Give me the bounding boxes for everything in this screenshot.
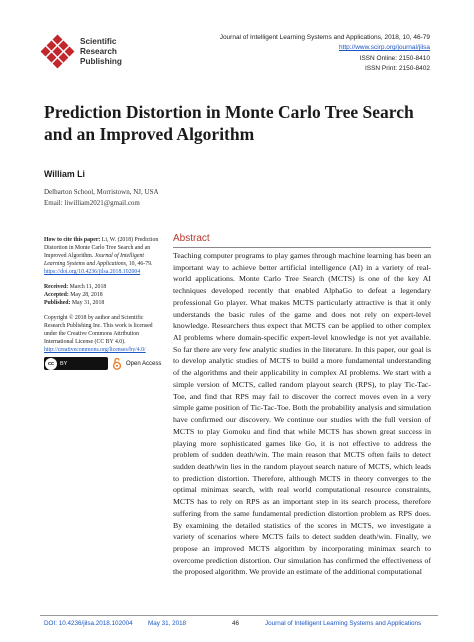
received-label: Received: — [44, 284, 69, 290]
cite-journal: Journal of Intelligent Learning Systems and Applications — [44, 253, 144, 267]
copyright-text: Copyright © 2018 by author and Scientific Research Publishing Inc. This work is licensed under the Creative Commons Attribution International License (CC BY 4.0). — [44, 315, 153, 345]
publisher-logo — [40, 34, 180, 74]
journal-citation: Journal of Intelligent Learning Systems and Applications, 2018, 10, 46-79 — [219, 34, 430, 41]
abstract-divider — [173, 247, 431, 248]
open-access-lock-icon — [112, 357, 122, 370]
issn-print: ISSN Print: 2150-8402 — [364, 65, 430, 73]
page-number: 46 — [232, 620, 240, 627]
cc-by-badge[interactable] — [44, 357, 108, 370]
journal-url-link[interactable]: http://www.scirp.org/journal/jilsa — [338, 44, 430, 52]
cc-by-label: BY — [60, 360, 68, 367]
author-affiliation — [44, 187, 159, 209]
copyright-notice — [44, 314, 162, 370]
affiliation-text: Delbarton School, Morristown, NJ, USA — [44, 188, 159, 196]
issn-online: ISSN Online: 2150-8410 — [359, 54, 430, 62]
author-email: Email: liwilliam2021@gmail.com — [44, 199, 140, 207]
received-date: March 11, 2018 — [68, 284, 107, 290]
published-label: Published: — [44, 300, 71, 306]
cc-icon: cc — [45, 358, 57, 370]
scirp-logo-icon — [40, 34, 76, 70]
article-info-sidebar — [44, 236, 162, 377]
published-date: May 31, 2018 — [70, 300, 105, 306]
open-access-label: Open Access — [126, 360, 162, 367]
cite-volume: , 10, 46-79. — [125, 261, 153, 267]
footer-divider — [40, 615, 438, 616]
author-name: William Li — [44, 169, 85, 179]
publisher-line-1: Scientific — [80, 37, 117, 46]
cite-label: How to cite this paper: — [44, 237, 101, 243]
publisher-name — [80, 37, 122, 67]
paper-title: Prediction Distortion in Monte Carlo Tree Search and an Improved Algorithm — [44, 102, 414, 144]
footer-journal: Journal of Intelligent Learning Systems and Applications — [265, 620, 422, 627]
abstract-body: Teaching computer programs to play games through machine learning has been an important way to achieve better artificial intelligence (AI) in a variety of real-world applications. Monte Carlo Tree Search (MCTS) is one of the key AI techniques developed recently that enabled AlphaGo to defeat a legendary professional Go player. What makes MCTS particularly attractive is that it only understands the basic rules of the game and does not rely on expert-level knowledge. Researchers thus expect that MCTS can be applied to other complex AI problems where domain-specific expert-level knowledge is not yet available. So far there are very few analytic studies in the literature. In this paper, our goal is to develop analytic studies of MCTS to build a more fundamental understanding of the algorithms and their applicability in complex AI problems. We start with a simple version of MCTS, called random playout search (RPS), to play Tic-Tac-Toe, and find that RPS may fail to discover the correct moves even in a very simple game position of Tic-Tac-Toe. Both the probability analysis and simulation have confirmed our discovery. We continue our studies with the full version of MCTS to play Gomoku and find that while MCTS has shown great success in playing more sophisticated games like Go, it is not effective to address the problem of sudden death/win. The main reason that MCTS often fails to detect sudden death/win lies in the random playout search nature of MCTS, which leads to prediction distortion. Therefore, although MCTS in theory converges to the optimal minimax search, with real world computational resource constraints, MCTS has to rely on RPS as an important step in its search process, therefore suffering from the same fundamental prediction distortion problem as RPS does. By examining the detailed statistics of the scores in MCTS, we investigate a variety of scenarios where MCTS fails to detect sudden death/win. Finally, we propose an improved MCTS algorithm by incorporating minimax search to overcome prediction distortion. Our simulation has confirmed the effectiveness of the proposed algorithm. We provide an estimate of the additional computational — [173, 251, 431, 577]
publisher-line-3: Publishing — [80, 57, 122, 66]
accepted-label: Accepted: — [44, 292, 69, 298]
footer-doi-link[interactable]: DOI: 10.4236/jilsa.2018.102004 — [44, 620, 133, 627]
license-link[interactable]: http://creativecommons.org/licenses/by/4.0/ — [44, 347, 146, 353]
cite-doi-link[interactable]: https://doi.org/10.4236/jilsa.2018.102004 — [44, 269, 141, 275]
publisher-line-2: Research — [80, 47, 117, 56]
journal-header — [220, 33, 430, 75]
article-dates — [44, 283, 162, 307]
accepted-date: May 28, 2018 — [68, 292, 103, 298]
how-to-cite — [44, 236, 162, 276]
cite-text: Li, W. (2018) Prediction Distortion in Monte Carlo Tree Search and an Improved Algorithm. — [44, 237, 159, 259]
footer-date: May 31, 2018 — [148, 620, 187, 627]
abstract-heading: Abstract — [173, 233, 210, 244]
